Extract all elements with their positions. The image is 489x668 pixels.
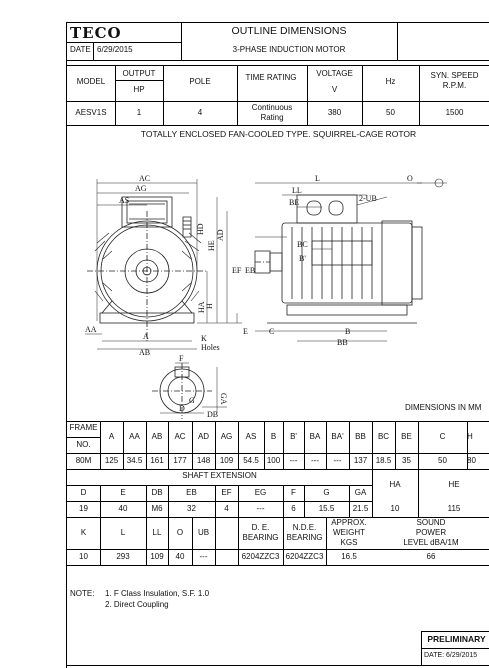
table2-header-4: EF	[221, 488, 232, 497]
table2-value-8: 21.5	[352, 504, 369, 513]
header-date: 6/29/2015	[97, 45, 133, 54]
table2-header-1: E	[120, 488, 126, 497]
table1-header-0: A	[108, 432, 115, 441]
table2-header-2: DB	[151, 488, 163, 497]
dim-aa: AA	[85, 325, 97, 334]
dim-as: AS	[119, 196, 130, 205]
outline-drawing	[67, 141, 489, 421]
table1-value-11: 137	[353, 456, 368, 465]
table2-value-1: 40	[118, 504, 128, 513]
time-rating-value-2: Rating	[260, 113, 284, 122]
table1-value-7: 100	[266, 456, 281, 465]
table2-value-3: 32	[187, 504, 196, 513]
table1-header-11: BB	[355, 432, 366, 441]
voltage-value: 380	[327, 108, 342, 117]
time-rating-header: TIME RATING	[245, 73, 297, 82]
weight-value: 16.5	[341, 552, 357, 561]
dim-db: DB	[207, 410, 219, 419]
table2-header-6: F	[291, 488, 296, 497]
table2-value-0: 19	[79, 504, 88, 513]
table1-header-9: BA	[309, 432, 321, 441]
sound-header-3: LEVEL dBA/1M	[403, 538, 459, 547]
table2-value-5: ---	[256, 504, 265, 513]
table2-value-4: 4	[224, 504, 229, 513]
stamp-date: 6/29/2015	[446, 652, 478, 659]
output-value: 1	[136, 108, 142, 117]
table3-header-o: O	[176, 528, 184, 537]
weight-header-1: APPROX.	[331, 518, 367, 527]
table3-value-ll: 109	[150, 552, 164, 561]
date-label: DATE	[70, 45, 91, 54]
dim-bb: BB	[337, 338, 348, 347]
sound-value: 66	[426, 552, 436, 561]
table1-value-6: 54.5	[243, 456, 259, 465]
table3-value-o: 40	[175, 552, 185, 561]
table1-value-15: 80	[467, 456, 476, 465]
dim-b: B	[345, 327, 351, 336]
de-bearing-header-2: BEARING	[242, 533, 279, 542]
nde-bearing-value: 6204ZZC3	[285, 552, 324, 561]
table1-header-6: AS	[245, 432, 257, 441]
dim-be: BE	[289, 198, 300, 207]
table3-header-ll: LL	[152, 528, 162, 537]
weight-header-3: KGS	[340, 538, 358, 547]
table3-value-l: 293	[116, 552, 130, 561]
model-header: MODEL	[76, 77, 106, 86]
table1-header-5: AG	[220, 432, 233, 441]
preliminary-stamp	[421, 631, 489, 666]
output-unit: HP	[133, 85, 145, 94]
hz-value: 50	[386, 108, 395, 117]
table1-value-4: 148	[196, 456, 211, 465]
table3-value-ub: ---	[199, 552, 208, 561]
teco-logo: TECO	[70, 24, 122, 42]
table2-value-7: 15.5	[318, 504, 335, 513]
he-value: 115	[447, 504, 461, 513]
table1-value-9: ---	[311, 456, 319, 465]
time-rating-value-1: Continuous	[251, 103, 293, 112]
frame-value: 80M	[75, 456, 92, 465]
table3-header-k: K	[80, 528, 87, 537]
table1-value-12: 18.5	[375, 456, 392, 465]
ha-header: HA	[389, 480, 401, 489]
dim-o: O	[407, 174, 413, 183]
table1-header-14: C	[439, 432, 446, 441]
dim-eb: EB	[245, 266, 256, 275]
table2-header-3: EB	[186, 488, 197, 497]
dim-k: K	[201, 334, 207, 343]
table1-header-2: AB	[151, 432, 163, 441]
dim-d: D	[179, 404, 185, 413]
rpm-header: R.P.M.	[442, 81, 467, 90]
table1-value-3: 177	[173, 456, 187, 465]
pole-header: POLE	[189, 77, 211, 86]
table2-header-0: D	[80, 488, 87, 497]
table3-header-l: L	[120, 528, 126, 537]
shaft-extension-header: SHAFT EXTENSION	[182, 471, 257, 480]
syn-speed-header: SYN. SPEED	[430, 71, 479, 80]
table3-header-ub: UB	[197, 528, 210, 537]
units-note: DIMENSIONS IN MM	[405, 403, 482, 412]
dim-g: G	[189, 396, 195, 405]
dim-bc: BC	[297, 240, 308, 249]
table1-header-12: BC	[377, 432, 390, 441]
dim-ab: AB	[139, 348, 151, 357]
dim-ga: GA	[219, 393, 228, 405]
table2-value-6: 6	[291, 504, 296, 513]
table2-value-2: M6	[151, 504, 163, 513]
table2-header-5: EG	[254, 488, 267, 497]
table1-value-0: 125	[104, 456, 119, 465]
drawing-caption: TOTALLY ENCLOSED FAN-COOLED TYPE. SQUIRREL-CAGE ROTOR	[140, 129, 417, 139]
table1-value-1: 34.5	[126, 456, 143, 465]
table1-value-10: ---	[333, 456, 342, 465]
stamp-date-label: DATE:	[424, 652, 445, 659]
note-item-2: 2. Direct Coupling	[105, 600, 169, 609]
table1-header-1: AA	[129, 432, 140, 441]
table1-header-4: AD	[197, 432, 210, 441]
table1-header-15: H	[467, 432, 473, 441]
he-header: HE	[448, 480, 460, 489]
weight-header-2: WEIGHT	[333, 528, 365, 537]
drawing-sheet	[66, 22, 489, 668]
sound-header-2: POWER	[415, 528, 447, 537]
table1-value-5: 109	[219, 456, 234, 465]
hz-header: Hz	[385, 77, 396, 86]
dim-ac: AC	[139, 174, 151, 183]
table1-header-10: BA'	[331, 432, 344, 441]
dim-a: A	[143, 332, 149, 341]
de-bearing-header-1: D. E.	[251, 523, 270, 532]
dim-ad: AD	[216, 229, 225, 241]
nde-bearing-header-2: BEARING	[286, 533, 323, 542]
doc-title: OUTLINE DIMENSIONS	[231, 25, 347, 37]
output-header: OUTPUT	[122, 69, 156, 78]
nde-bearing-header-1: N.D.E.	[292, 523, 317, 532]
dim-ha: HA	[197, 301, 206, 313]
pole-value: 4	[197, 108, 203, 117]
dim-ub: 2-UB	[359, 194, 377, 203]
table1-value-13: 35	[402, 456, 411, 465]
de-bearing-value: 6204ZZC3	[241, 552, 280, 561]
table1-header-3: AC	[174, 432, 186, 441]
front-view	[85, 179, 242, 349]
side-view	[255, 179, 447, 341]
dim-bprime: B'	[299, 254, 306, 263]
dim-holes: Holes	[201, 343, 220, 352]
voltage-unit: V	[331, 85, 338, 94]
table1-header-8: B'	[290, 432, 297, 441]
table2-header-8: GA	[354, 488, 367, 497]
table1-header-7: B	[270, 432, 277, 441]
sound-header-1: SOUND	[416, 518, 446, 527]
dim-l: L	[315, 174, 320, 183]
frame-no-header: NO.	[76, 440, 91, 449]
dim-ag: AG	[135, 184, 147, 193]
table1-value-2: 161	[150, 456, 164, 465]
ha-value: 10	[390, 504, 400, 513]
dim-f: F	[179, 354, 184, 363]
table1-header-13: BE	[401, 432, 412, 441]
frame-header: FRAME	[69, 423, 98, 432]
table1-value-14: 50	[438, 456, 447, 465]
note-item-1: 1. F Class Insulation, S.F. 1.0	[105, 589, 210, 598]
dim-he: HE	[207, 240, 216, 251]
table1-value-8: ---	[289, 456, 298, 465]
note-label: NOTE:	[70, 589, 95, 598]
voltage-header: VOLTAGE	[316, 69, 353, 78]
dim-e: E	[243, 327, 248, 336]
dim-hd: HD	[196, 223, 205, 235]
doc-subtitle: 3-PHASE INDUCTION MOTOR	[232, 45, 346, 54]
dim-ll: LL	[292, 186, 302, 195]
stamp-label: PRELIMINARY	[427, 634, 486, 644]
dim-ef: EF	[232, 266, 242, 275]
dim-c: C	[269, 327, 275, 336]
model-value: AESV1S	[75, 108, 107, 117]
dim-h: H	[205, 303, 214, 309]
table3-value-k: 10	[79, 552, 88, 561]
syn-speed-value: 1500	[445, 108, 464, 117]
table2-header-7: G	[323, 488, 330, 497]
